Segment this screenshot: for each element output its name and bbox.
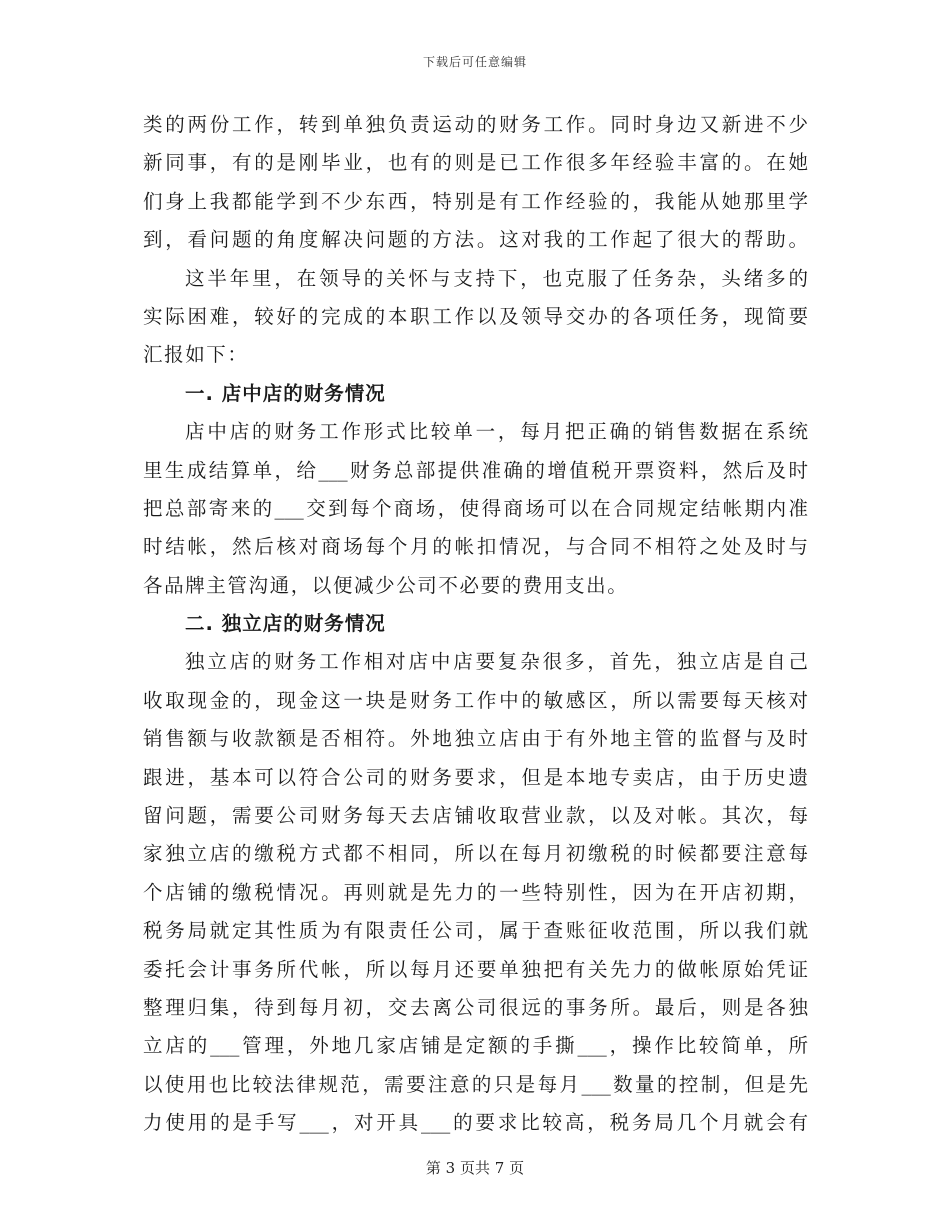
paragraph-line: 汇报如下： (143, 343, 249, 367)
paragraph-line: 以使用也比较法律规范，需要注意的只是每月___数量的控制，但是先 (143, 1072, 808, 1096)
paragraph-line: 留问题，需要公司财务每天去店铺收取营业款，以及对帐。其次，每 (143, 804, 808, 828)
paragraph-line: 新同事，有的是刚毕业，也有的则是已工作很多年经验丰富的。在她 (143, 151, 808, 175)
paragraph-line: 各品牌主管沟通，以便减少公司不必要的费用支出。 (143, 573, 629, 597)
paragraph-line: 店中店的财务工作形式比较单一，每月把正确的销售数据在系统 (185, 420, 808, 444)
paragraph-line: 家独立店的缴税方式都不相同，所以在每月初缴税的时候都要注意每 (143, 842, 808, 866)
page-header: 下载后可任意编辑 (422, 55, 527, 69)
paragraph-line: 实际困难，较好的完成的本职工作以及领导交办的各项任务，现简要 (143, 304, 808, 328)
paragraph-line: 到，看问题的角度解决问题的方法。这对我的工作起了很大的帮助。 (143, 228, 808, 252)
page-footer: 第 3 页共 7 页 (425, 1159, 525, 1177)
paragraph-line: 这半年里，在领导的关怀与支持下，也克服了任务杂，头绪多的 (185, 266, 808, 290)
paragraph-line: 跟进，基本可以符合公司的财务要求，但是本地专卖店，由于历史遗 (143, 765, 808, 789)
paragraph-line: 里生成结算单，给___财务总部提供准确的增值税开票资料，然后及时 (143, 458, 808, 482)
paragraph-line: 销售额与收款额是否相符。外地独立店由于有外地主管的监督与及时 (143, 727, 808, 751)
paragraph-line: 个店铺的缴税情况。再则就是先力的一些特别性，因为在开店初期， (143, 880, 808, 904)
paragraph-line: 类的两份工作，转到单独负责运动的财务工作。同时身边又新进不少 (143, 113, 808, 136)
paragraph-line: 独立店的财务工作相对店中店要复杂很多，首先，独立店是自己 (185, 650, 808, 674)
paragraph-line: 税务局就定其性质为有限责任公司，属于查账征收范围，所以我们就 (143, 919, 808, 943)
document-body (143, 106, 808, 1143)
paragraph-line: 时结帐，然后核对商场每个月的帐扣情况，与合同不相符之处及时与 (143, 535, 808, 559)
paragraph-line: 整理归集，待到每月初，交去离公司很远的事务所。最后，则是各独 (143, 995, 808, 1019)
paragraph-line: 立店的___管理，外地几家店铺是定额的手撕___，操作比较简单，所 (143, 1034, 808, 1058)
section-heading-2: 二. 独立店的财务情况 (185, 612, 386, 636)
paragraph-line: 力使用的是手写___，对开具___的要求比较高，税务局几个月就会有 (143, 1111, 808, 1135)
paragraph-line: 们身上我都能学到不少东西，特别是有工作经验的，我能从她那里学 (143, 189, 808, 213)
section-heading-1: 一. 店中店的财务情况 (185, 381, 386, 405)
paragraph-line: 把总部寄来的___交到每个商场，使得商场可以在合同规定结帐期内准 (143, 496, 808, 520)
paragraph-line: 委托会计事务所代帐，所以每月还要单独把有关先力的做帐原始凭证 (143, 957, 808, 981)
paragraph-line: 收取现金的，现金这一块是财务工作中的敏感区，所以需要每天核对 (143, 688, 808, 712)
